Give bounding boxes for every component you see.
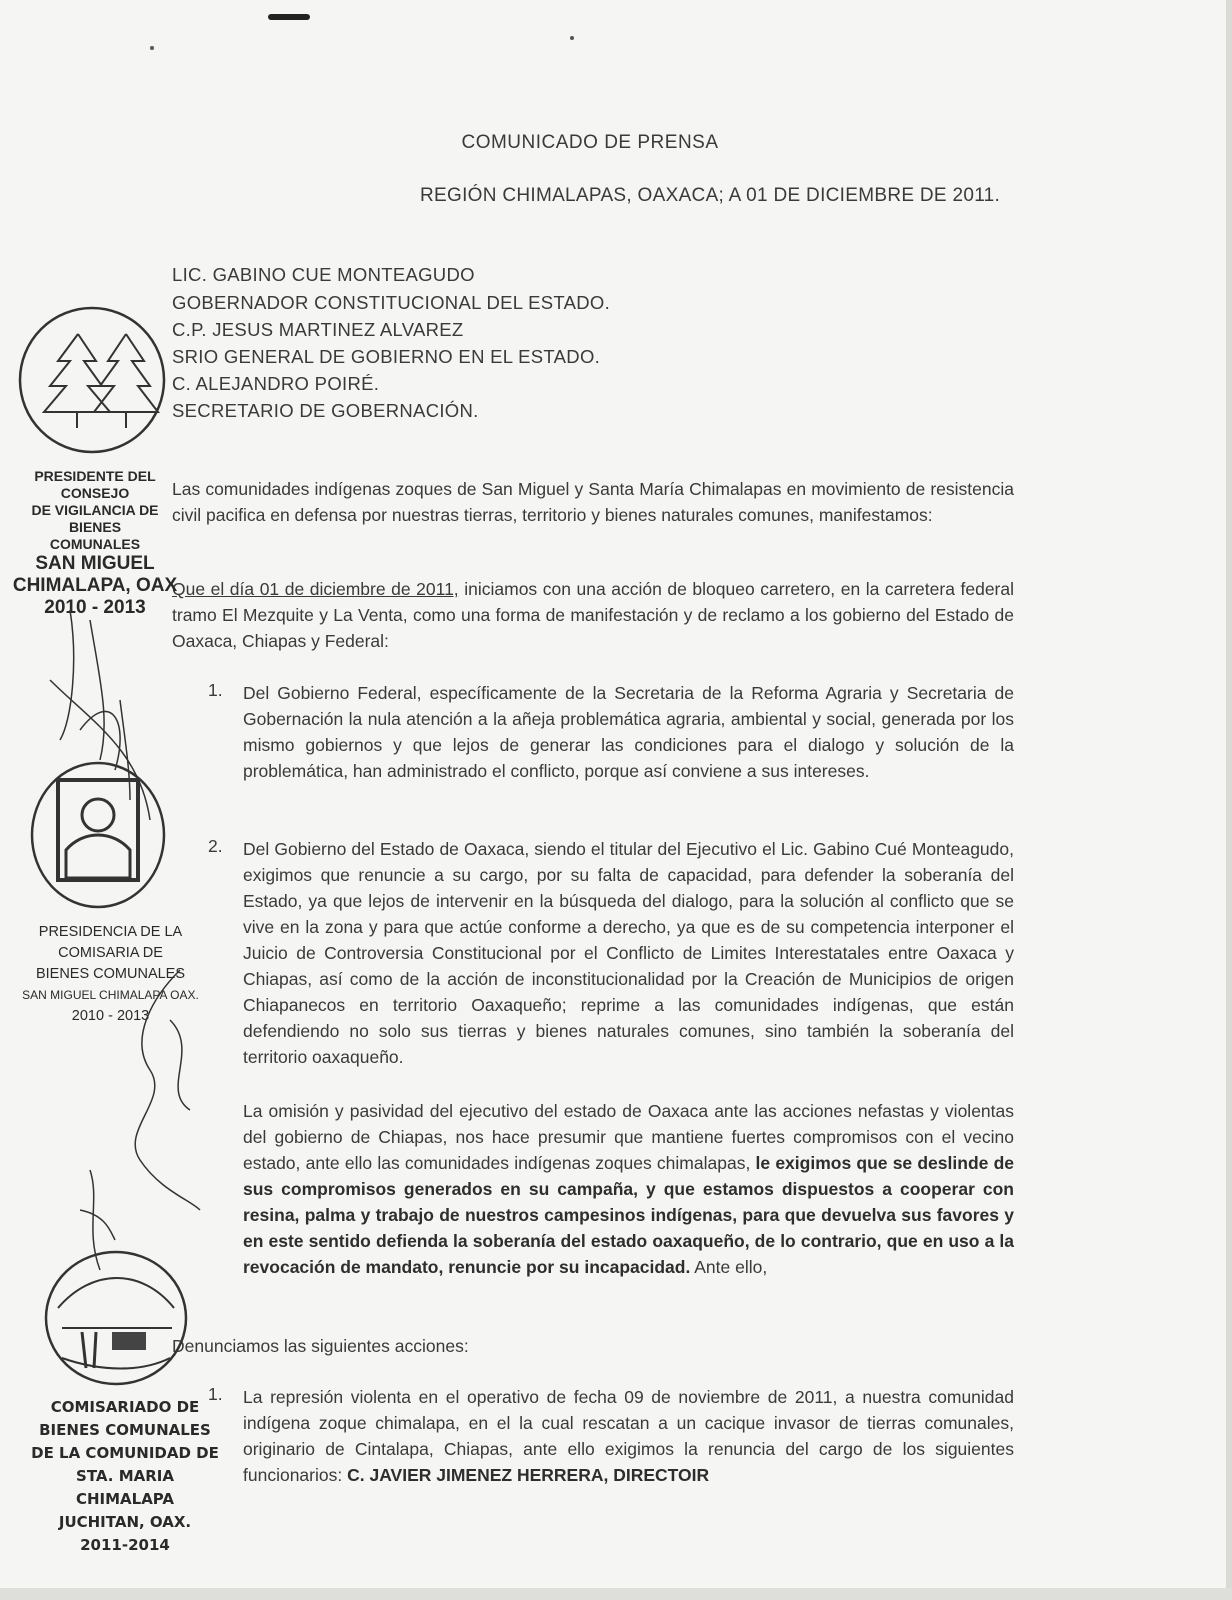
stamp-line: BIENES COMUNALES	[35, 966, 186, 982]
stamp-label-comisariado	[30, 1396, 220, 1557]
stamp-line: PRESIDENTE DEL CONSEJO	[34, 468, 156, 501]
addressee-line: SRIO GENERAL DE GOBIERNO EN EL ESTADO.	[172, 346, 601, 367]
addressee-line: LIC. GABINO CUE MONTEAGUDO	[172, 264, 475, 285]
stamp-line: DE LA COMUNIDAD DE	[31, 1444, 219, 1462]
page-edge-shadow	[1226, 0, 1232, 1600]
trees-seal-icon	[18, 306, 168, 456]
stamp-line: BIENES COMUNALES	[39, 1421, 211, 1439]
stamp-line: JUCHITAN, OAX.	[58, 1513, 192, 1531]
paragraph-blockade-text: iniciamos con una acción de bloqueo carretero, en la carretera federal tramo El Mezquite y La Venta, como una forma de manifestación y de reclamo a los gobierno del Estado de Oaxaca, Chiapas y Federal:	[172, 579, 1015, 651]
stamp-line: COMISARIA DE	[58, 945, 163, 961]
landscape-seal-icon	[42, 1248, 192, 1388]
stamp-line: COMISARIADO DE	[50, 1398, 200, 1416]
paragraph-denounce: Denunciamos las siguientes acciones:	[172, 1336, 469, 1356]
stamp-line: STA. MARIA CHIMALAPA	[75, 1467, 175, 1508]
stamp-line: CHIMALAPA, OAX	[12, 575, 178, 596]
paragraph-intro: Las comunidades indígenas zoques de San Miguel y Santa María Chimalapas en movimiento de resistencia civil pacifica en defensa por nuestras tierras, territorio y bienes naturales comunes, manifestamos:	[172, 479, 1014, 525]
stamp-line: 2010 - 2013	[44, 597, 146, 618]
emblem-seal-icon	[28, 760, 168, 910]
stamp-line: SAN MIGUEL CHIMALAPA OAX.	[22, 988, 199, 1002]
stamp-line: SAN MIGUEL	[35, 553, 155, 574]
item-repression-text: La represión violenta en el operativo de fecha 09 de noviembre de 2011, a nuestra comunidad indígena zoque chimalapa, en el la cual rescatan a un cacique invasor de tierras comunales, originario de Cintalapa, Chiapas, ante ello exigimos la renuncia del cargo de los siguientes funcionarios:	[243, 1387, 1014, 1485]
item-number: 2.	[208, 836, 223, 856]
speck	[570, 36, 574, 40]
underlined-date: Que el día 01 de diciembre de 2011,	[172, 579, 459, 599]
paragraph-omission-end: Ante ello,	[690, 1257, 768, 1277]
addressee-line: C.P. JESUS MARTINEZ ALVAREZ	[172, 319, 464, 340]
ink-blot	[268, 14, 310, 20]
paragraph-omission-bold: le exigimos que se deslinde de sus compromisos generados en su campaña, y que estamos dispuestos a cooperar con resina, palma y trabajo de nuestros campesinos indígenas, para que devuelva sus favores y en este sentido defienda la soberanía del estado oaxaqueño, de lo contrario, que en uso a la revocación de mandato, renuncie por su incapacidad.	[243, 1153, 1014, 1277]
paragraph-omission	[243, 1098, 1014, 1280]
paragraph-omission-start: La omisión y pasividad del ejecutivo del estado de Oaxaca ante las acciones nefastas y violentas del gobierno de Chiapas, nos hace presumir que mantiene fuertes compromisos con el vecino estado, ante ello las comunidades indígenas zoques chimalapas,	[243, 1101, 1014, 1173]
page-bottom-edge	[0, 1588, 1232, 1600]
stamp-label-consejo	[10, 468, 180, 619]
addressee-line: SECRETARIO DE GOBERNACIÓN.	[172, 400, 479, 421]
speck	[150, 46, 154, 50]
paragraph-blockade	[172, 576, 1014, 654]
stamp-line: 2011-2014	[80, 1536, 170, 1554]
stamp-line: 2010 - 2013	[71, 1008, 150, 1024]
item-repression	[243, 1384, 1014, 1488]
item-federal: Del Gobierno Federal, específicamente de la Secretaria de la Reforma Agraria y Secretaria de Gobernación la nula atención a la añeja problemática agraria, ambiental y social, generada por los mismo gobiernos y que lejos de generar las condiciones para el dialogo y solución de la problemática, han administrado el conflicto, porque así conviene a sus intereses.	[243, 683, 1014, 781]
addressee-line: GOBERNADOR CONSTITUCIONAL DEL ESTADO.	[172, 292, 611, 313]
place-date: REGIÓN CHIMALAPAS, OAXACA; A 01 DE DICIEMBRE DE 2011.	[420, 185, 1001, 206]
item-state: Del Gobierno del Estado de Oaxaca, siendo el titular del Ejecutivo el Lic. Gabino Cué Monteagudo, exigimos que renuncie a su cargo, por su falta de capacidad, para defender la soberanía del Estado, ya que lejos de intervenir en la búsqueda del dialogo, para la solución al conflicto que se vive en la zona y para que actúe conforme a derecho, ya que es de su competencia interponer el Juicio de Controversia Constitucional por el Conflicto de Limites Interestatales entre Oaxaca y Chiapas, así como de la acción de inconstitucionalidad por la Creación de Municipios de origen Chiapanecos en territorio Oaxaqueño; reprime a las comunidades indígenas, que están defendiendo no solo sus tierras y bienes naturales comunes, sino también la soberanía del territorio oaxaqueño.	[243, 839, 1014, 1067]
stamp-line: COMUNALES	[49, 536, 141, 552]
item-repression-bold: C. JAVIER JIMENEZ HERRERA, DIRECTOIR	[342, 1465, 710, 1485]
addressee-line: C. ALEJANDRO POIRÉ.	[172, 373, 380, 394]
stamp-line: DE VIGILANCIA DE BIENES	[31, 502, 159, 535]
item-number: 1.	[208, 680, 223, 700]
document-title: COMUNICADO DE PRENSA	[461, 132, 719, 153]
stamp-line: PRESIDENCIA DE LA	[38, 924, 183, 940]
item-number: 1.	[208, 1384, 223, 1404]
